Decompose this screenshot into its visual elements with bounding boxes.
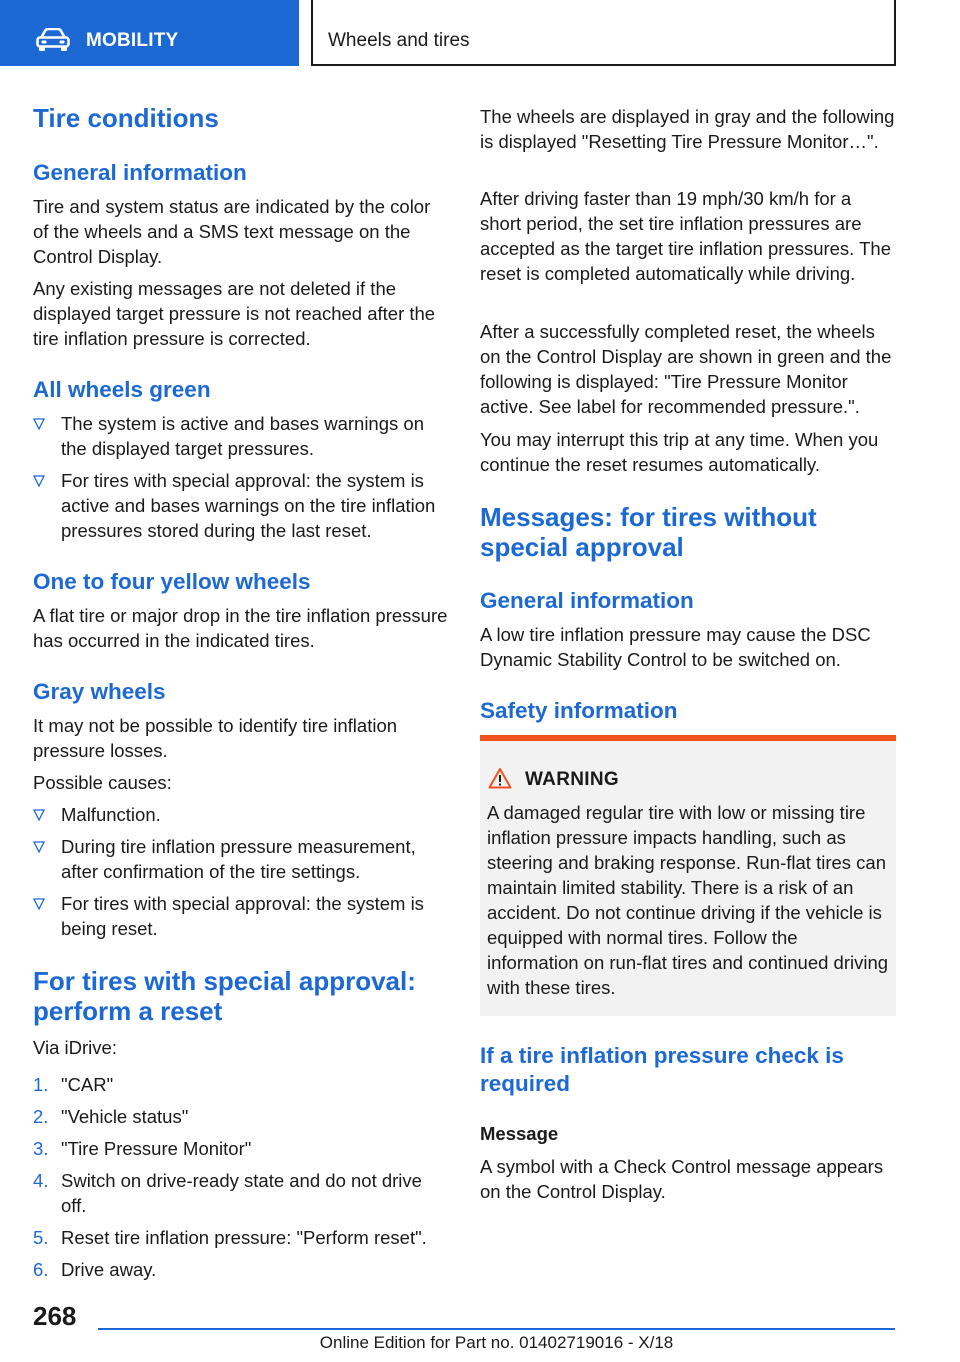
paragraph-dsc: A low tire inflation pressure may cause the DSC Dynamic Stability Control to be switched on. <box>480 624 871 670</box>
step-number: 6. <box>33 1259 49 1280</box>
warning-triangle-icon <box>488 767 512 789</box>
step-text: Drive away. <box>61 1259 157 1280</box>
chapter-title: Wheels and tires <box>328 30 470 51</box>
paragraph-yellow: A flat tire or major drop in the tire inflation pressure has occurred in the indicated tires. <box>33 605 448 651</box>
heading-perform-reset: For tires with special approval: perform a reset <box>33 966 416 1026</box>
paragraph-gray-2: Possible causes: <box>33 772 172 793</box>
heading-yellow-wheels: One to four yellow wheels <box>33 569 311 594</box>
step-text: Reset tire inflation pressure: "Perform reset". <box>61 1227 427 1248</box>
heading-gray-wheels: Gray wheels <box>33 679 166 704</box>
list-item-text: The system is active and bases warnings on the displayed target pressures. <box>61 413 424 459</box>
footer-edition: Online Edition for Part no. 01402719016 - X/18 <box>319 1333 674 1352</box>
warning-title: WARNING <box>525 769 619 790</box>
paragraph-after-driving: After driving faster than 19 mph/30 km/h for a short period, the set tire inflation pressures are accepted as the target tire inflation pressures. The reset is completed automatically while driving. <box>480 188 892 284</box>
heading-messages: Messages: for tires without special approval <box>480 502 817 562</box>
triangle-bullet-icon <box>33 898 45 910</box>
step-number: 3. <box>33 1138 49 1159</box>
paragraph-resetting: The wheels are displayed in gray and the following is displayed "Resetting Tire Pressure Monitor…". <box>480 106 895 152</box>
heading-tire-conditions: Tire conditions <box>33 103 219 133</box>
warning-box <box>480 735 896 1016</box>
paragraph-general-2: Any existing messages are not deleted if the displayed target pressure is not reached after the tire inflation pressure is corrected. <box>33 278 436 349</box>
heading-pressure-check: If a tire inflation pressure check is required <box>480 1043 844 1096</box>
paragraph-reset-complete: After a successfully completed reset, the wheels on the Control Display are shown in green and the following is displayed: "Tire Pressure Monitor active. See label for recommended pressure.". <box>480 321 892 417</box>
section-label: MOBILITY <box>86 30 179 51</box>
paragraph-interrupt: You may interrupt this trip at any time. When you continue the reset resumes automatically. <box>480 429 879 475</box>
paragraph-via-idrive: Via iDrive: <box>33 1037 117 1058</box>
heading-all-wheels-green: All wheels green <box>33 377 211 402</box>
list-item-text: During tire inflation pressure measurement, after confirmation of the tire settings. <box>61 836 416 882</box>
triangle-bullet-icon <box>33 841 45 853</box>
heading-message: Message <box>480 1123 559 1144</box>
list-item-text: For tires with special approval: the system is being reset. <box>61 893 424 939</box>
step-text: "Tire Pressure Monitor" <box>61 1138 252 1159</box>
heading-safety-information: Safety information <box>480 698 678 723</box>
triangle-bullet-icon <box>33 475 45 487</box>
step-number: 2. <box>33 1106 49 1127</box>
car-icon <box>36 28 70 52</box>
step-number: 1. <box>33 1074 49 1095</box>
triangle-bullet-icon <box>33 418 45 430</box>
step-number: 4. <box>33 1170 49 1191</box>
list-item-text: For tires with special approval: the system is active and bases warnings on the tire inflation pressures stored during the last reset. <box>61 470 436 541</box>
paragraph-message: A symbol with a Check Control message appears on the Control Display. <box>480 1156 884 1202</box>
warning-body: A damaged regular tire with low or missing tire inflation pressure impacts handling, such as steering and braking response. Run-flat tires can maintain limited stability. There is a risk of an accident. Do not continue driving if the vehicle is equipped with normal tires. Follow the information on run-flat tires and continued driving with these tires. <box>487 802 889 998</box>
paragraph-general-1: Tire and system status are indicated by the color of the wheels and a SMS text message on the Control Display. <box>33 196 431 267</box>
step-text: "Vehicle status" <box>61 1106 189 1127</box>
heading-general-information: General information <box>33 160 247 185</box>
chapter-header <box>311 0 896 66</box>
step-text: "CAR" <box>61 1074 114 1095</box>
paragraph-gray-1: It may not be possible to identify tire inflation pressure losses. <box>33 715 398 761</box>
section-tab <box>0 0 299 66</box>
triangle-bullet-icon <box>33 809 45 821</box>
step-number: 5. <box>33 1227 49 1248</box>
step-text: Switch on drive-ready state and do not drive off. <box>61 1170 422 1216</box>
list-item-text: Malfunction. <box>61 804 161 825</box>
footer-divider <box>98 1328 895 1330</box>
page-number: 268 <box>33 1301 77 1331</box>
heading-general-information-2: General information <box>480 588 694 613</box>
